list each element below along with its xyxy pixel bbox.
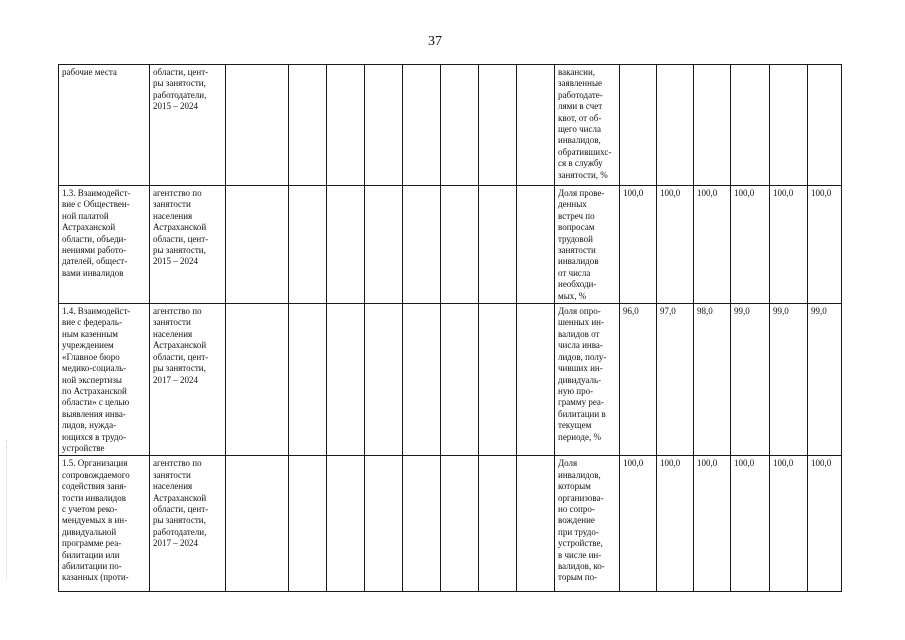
executor-cell-line: Астраханской: [153, 492, 207, 503]
executor-cell-line: Астраханской: [153, 222, 207, 233]
indicator-cell-line: мых, %: [558, 290, 587, 301]
value-cell: 100,0: [694, 456, 731, 592]
executor-cell-line: населения: [153, 328, 193, 339]
empty-cell: [517, 456, 555, 592]
empty-cell: [365, 186, 403, 304]
indicator-cell: [555, 456, 620, 592]
empty-cell: [441, 65, 479, 186]
indicator-cell-line: числа инва-: [558, 340, 603, 351]
activity-cell: [59, 65, 150, 186]
activity-cell-line: тости инвалидов: [62, 492, 127, 503]
indicator-cell-line: устройстве,: [558, 538, 603, 549]
empty-cell: [289, 456, 327, 592]
value-cell: 96,0: [620, 304, 657, 456]
activity-cell: [59, 186, 150, 304]
indicator-cell-line: валидов, ко-: [558, 561, 605, 571]
indicator-cell-line: занятости, %: [558, 169, 608, 180]
value-cell: [620, 65, 657, 186]
executor-cell-line: работодатели,: [153, 89, 207, 100]
empty-cell: [327, 186, 365, 304]
value-cell: 99,0: [770, 304, 808, 456]
indicator-cell-line: в числе ин-: [558, 549, 602, 560]
empty-cell: [327, 65, 365, 186]
indicator-cell-line: от числа: [558, 267, 591, 278]
value-cell: 97,0: [657, 304, 694, 456]
indicator-cell-line: инвалидов,: [558, 135, 601, 146]
indicator-cell-line: работодате-: [558, 89, 603, 100]
program-table: [58, 64, 842, 592]
activity-cell: [59, 304, 150, 456]
empty-cell: [517, 186, 555, 304]
scan-artifact-line: [6, 440, 8, 580]
executor-cell-line: 2015 – 2024: [153, 256, 198, 267]
table-row: [59, 304, 842, 456]
activity-cell-line: мендуемых в ин-: [62, 515, 128, 526]
empty-cell: [403, 65, 441, 186]
executor-cell-line: области, цент-: [153, 351, 209, 362]
activity-cell-line: ной экспертизы: [62, 374, 122, 385]
activity-cell-line: с учетом реко-: [62, 503, 118, 514]
value-cell: 100,0: [731, 456, 770, 592]
empty-cell: [289, 304, 327, 456]
value-cell: 100,0: [808, 456, 842, 592]
activity-cell-line: программе реа-: [62, 538, 122, 549]
activity-cell-line: по Астраханской: [62, 385, 127, 396]
empty-cell: [441, 186, 479, 304]
empty-cell: [479, 304, 517, 456]
indicator-cell-line: вопросам: [558, 222, 595, 233]
page-number: 37: [428, 34, 442, 49]
indicator-cell-line: Доля прове-: [558, 188, 605, 198]
empty-cell: [226, 304, 289, 456]
executor-cell-line: работодатели,: [153, 526, 207, 537]
indicator-cell-line: чивших ин-: [558, 363, 603, 374]
indicator-cell-line: шенных ин-: [558, 317, 604, 328]
activity-cell-line: вие с федераль-: [62, 317, 123, 328]
indicator-cell: [555, 304, 620, 456]
empty-cell: [517, 65, 555, 186]
indicator-cell-line: при трудо-: [558, 526, 599, 537]
value-cell: 99,0: [731, 304, 770, 456]
activity-cell-line: учреждением: [62, 340, 114, 351]
activity-cell-line: ной палатой: [62, 210, 109, 221]
executor-cell-line: области, цент-: [153, 67, 209, 77]
indicator-cell-line: Доля: [558, 458, 578, 469]
executor-cell-line: 2017 – 2024: [153, 538, 198, 549]
value-cell: 100,0: [808, 186, 842, 304]
value-cell: 100,0: [657, 186, 694, 304]
indicator-cell-line: билитации в: [558, 408, 606, 419]
activity-cell-line: медико-социаль-: [62, 363, 127, 374]
empty-cell: [289, 186, 327, 304]
indicator-cell: [555, 65, 620, 186]
activity-cell-line: 1.5. Организация: [62, 458, 128, 469]
executor-cell-line: занятости: [153, 469, 191, 480]
value-cell: [731, 65, 770, 186]
indicator-cell-line: периоде, %: [558, 431, 601, 442]
empty-cell: [517, 304, 555, 456]
value-cell: 100,0: [620, 456, 657, 592]
activity-cell-line: вами инвалидов: [62, 267, 124, 278]
activity-cell-line: вие с Обществен-: [62, 199, 130, 210]
empty-cell: [365, 65, 403, 186]
executor-cell: [150, 456, 226, 592]
indicator-cell-line: лидов, полу-: [558, 351, 607, 362]
activity-cell-line: билитации или: [62, 549, 120, 560]
value-cell: 100,0: [731, 186, 770, 304]
indicator-cell-line: которым: [558, 481, 591, 492]
empty-cell: [403, 456, 441, 592]
executor-cell: [150, 65, 226, 186]
activity-cell-line: дивидуальной: [62, 526, 117, 537]
executor-cell: [150, 304, 226, 456]
table-row: [59, 65, 842, 186]
activity-cell-line: казанных (проти-: [62, 572, 129, 583]
activity-cell-line: абилитации по-: [62, 561, 122, 571]
indicator-cell-line: торым по-: [558, 572, 598, 583]
activity-cell-line: «Главное бюро: [62, 351, 120, 362]
executor-cell-line: 2017 – 2024: [153, 374, 198, 385]
indicator-cell-line: необходи-: [558, 279, 597, 290]
indicator-cell-line: организова-: [558, 492, 604, 503]
value-cell: 100,0: [694, 186, 731, 304]
executor-cell-line: 2015 – 2024: [153, 101, 198, 112]
executor-cell: [150, 186, 226, 304]
empty-cell: [441, 456, 479, 592]
value-cell: [770, 65, 808, 186]
executor-cell-line: занятости: [153, 199, 191, 210]
activity-cell-line: области, объеди-: [62, 233, 127, 244]
empty-cell: [479, 65, 517, 186]
activity-cell-line: 1.4. Взаимодейст-: [62, 306, 131, 317]
indicator-cell-line: денных: [558, 199, 587, 210]
indicator-cell-line: но сопро-: [558, 503, 595, 514]
indicator-cell-line: текущем: [558, 420, 592, 431]
empty-cell: [327, 456, 365, 592]
executor-cell-line: занятости: [153, 317, 191, 328]
indicator-cell-line: вождение: [558, 515, 595, 526]
value-cell: [657, 65, 694, 186]
empty-cell: [327, 304, 365, 456]
activity-cell-line: ющихся в трудо-: [62, 431, 127, 442]
activity-cell-line: рабочие места: [62, 67, 117, 77]
executor-cell-line: области, цент-: [153, 503, 209, 514]
activity-cell-line: выявления инва-: [62, 408, 126, 419]
indicator-cell-line: щего числа: [558, 124, 601, 135]
indicator-cell-line: инвалидов,: [558, 469, 601, 480]
indicator-cell: [555, 186, 620, 304]
activity-cell-line: содействия заня-: [62, 481, 127, 492]
value-cell: 98,0: [694, 304, 731, 456]
executor-cell-line: ры занятости,: [153, 245, 206, 256]
activity-cell-line: устройстве: [62, 442, 105, 453]
executor-cell-line: ры занятости,: [153, 363, 206, 374]
indicator-cell-line: ся в службу: [558, 158, 603, 169]
empty-cell: [289, 65, 327, 186]
indicator-cell-line: квот, от об-: [558, 112, 602, 123]
executor-cell-line: агентство по: [153, 188, 202, 198]
activity-cell-line: дателей, общест-: [62, 256, 128, 267]
empty-cell: [365, 456, 403, 592]
indicator-cell-line: грамму реа-: [558, 397, 604, 408]
activity-cell: [59, 456, 150, 592]
indicator-cell-line: лями в счет: [558, 101, 603, 112]
executor-cell-line: ры занятости,: [153, 515, 206, 526]
empty-cell: [403, 186, 441, 304]
indicator-cell-line: вакансии,: [558, 67, 596, 77]
indicator-cell-line: заявленные: [558, 78, 602, 89]
indicator-cell-line: валидов от: [558, 328, 600, 339]
table-row: [59, 456, 842, 592]
activity-cell-line: области» с целью: [62, 397, 130, 408]
value-cell: 100,0: [770, 456, 808, 592]
value-cell: 100,0: [657, 456, 694, 592]
value-cell: 100,0: [770, 186, 808, 304]
executor-cell-line: агентство по: [153, 306, 202, 317]
executor-cell-line: агентство по: [153, 458, 202, 469]
indicator-cell-line: занятости: [558, 245, 596, 256]
indicator-cell-line: инвалидов: [558, 256, 599, 267]
indicator-cell-line: Доля опро-: [558, 306, 601, 317]
indicator-cell-line: обратившихс-: [558, 146, 612, 157]
activity-cell-line: сопровождаемого: [62, 469, 130, 480]
executor-cell-line: ры занятости,: [153, 78, 206, 89]
empty-cell: [226, 186, 289, 304]
empty-cell: [226, 456, 289, 592]
table-row: [59, 186, 842, 304]
value-cell: 100,0: [620, 186, 657, 304]
empty-cell: [365, 304, 403, 456]
empty-cell: [441, 304, 479, 456]
indicator-cell-line: ную про-: [558, 385, 594, 396]
activity-cell-line: ным казенным: [62, 328, 118, 339]
activity-cell-line: 1.3. Взаимодейст-: [62, 188, 131, 198]
value-cell: 99,0: [808, 304, 842, 456]
activity-cell-line: лидов, нужда-: [62, 420, 117, 431]
executor-cell-line: области, цент-: [153, 233, 209, 244]
empty-cell: [479, 456, 517, 592]
executor-cell-line: населения: [153, 210, 193, 221]
indicator-cell-line: трудовой: [558, 233, 593, 244]
indicator-cell-line: встреч по: [558, 210, 595, 221]
activity-cell-line: нениями работо-: [62, 245, 127, 256]
empty-cell: [226, 65, 289, 186]
executor-cell-line: Астраханской: [153, 340, 207, 351]
value-cell: [808, 65, 842, 186]
empty-cell: [403, 304, 441, 456]
indicator-cell-line: дивидуаль-: [558, 374, 602, 385]
executor-cell-line: населения: [153, 481, 193, 492]
value-cell: [694, 65, 731, 186]
activity-cell-line: Астраханской: [62, 222, 116, 233]
empty-cell: [479, 186, 517, 304]
